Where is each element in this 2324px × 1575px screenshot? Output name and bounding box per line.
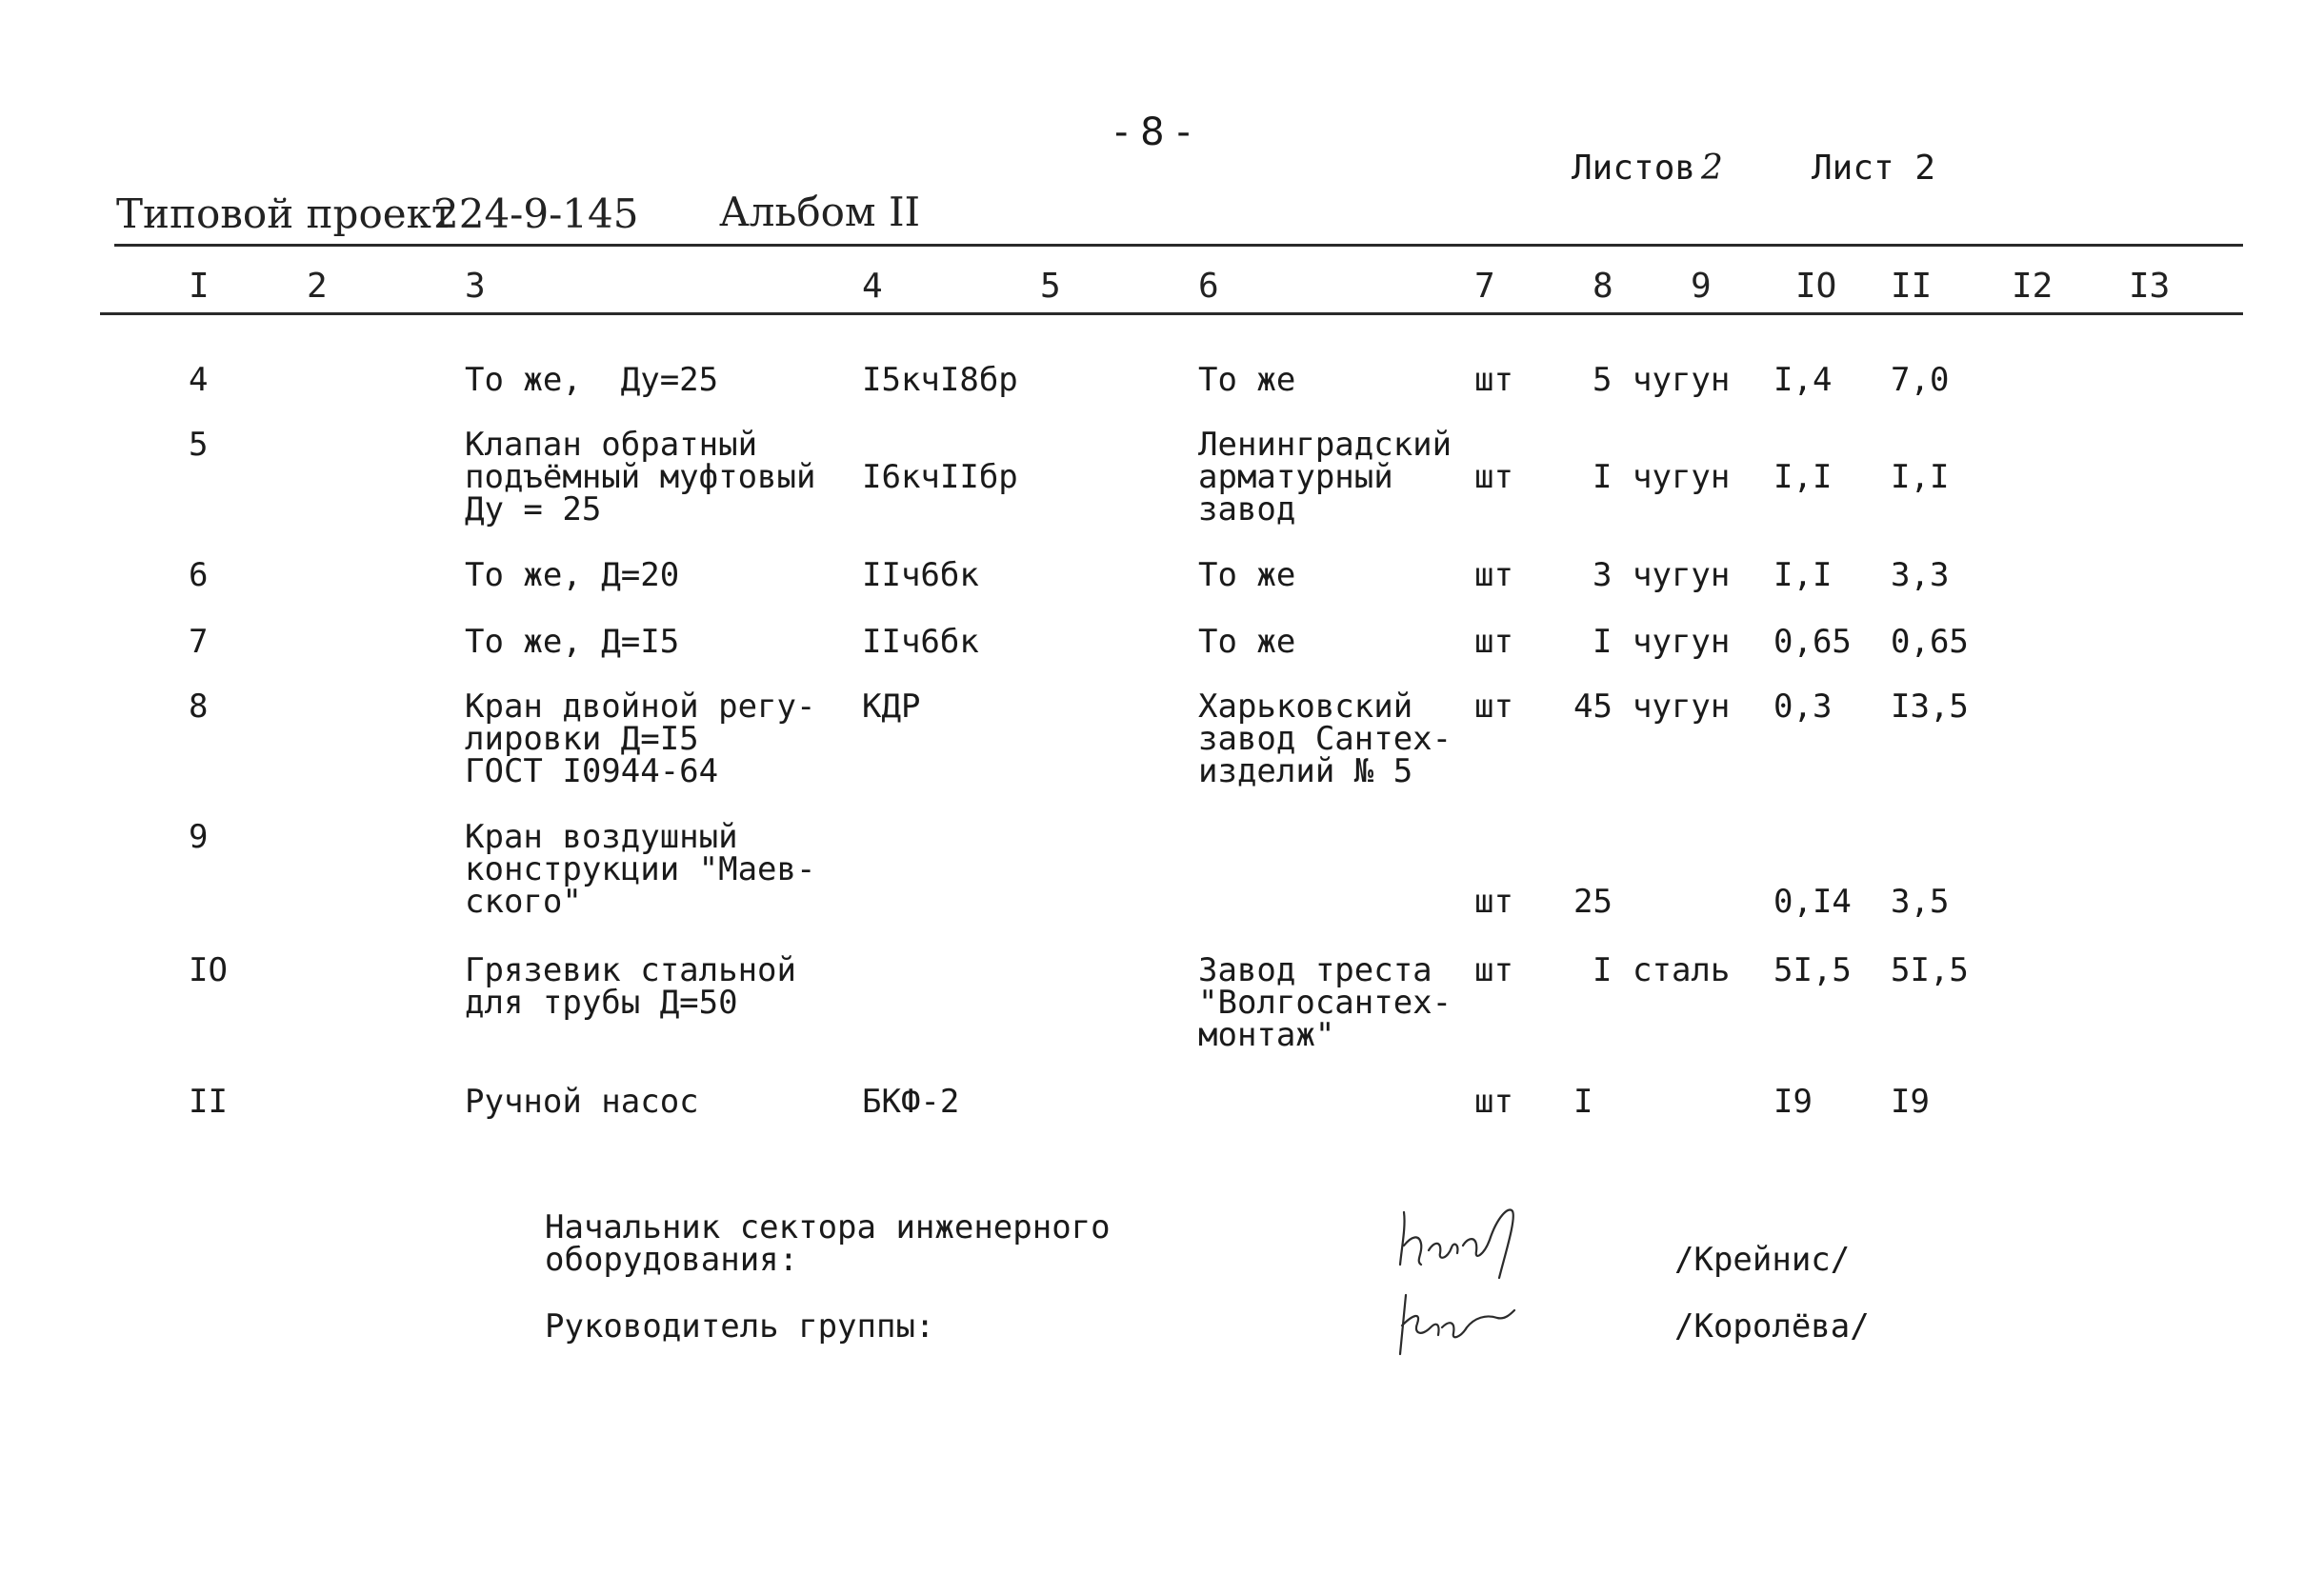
item-maker-line: "Волгосантех- <box>1198 984 1452 1022</box>
item-unit-mass: 0,3 <box>1773 688 1833 726</box>
sheets-label-text: Листов <box>1572 149 1696 188</box>
item-mark-line: БКФ-2 <box>862 1083 960 1121</box>
header-rule <box>100 312 2243 315</box>
item-maker-line: То же <box>1198 361 1296 399</box>
handwritten-signature-1 <box>1392 1198 1535 1287</box>
item-maker-line: Харьковский <box>1198 688 1413 726</box>
col-head-3: 3 <box>465 267 486 306</box>
item-name-line: Ду = 25 <box>465 490 602 528</box>
item-unit-mass: 0,65 <box>1773 623 1852 661</box>
item-name-line: Ручной насос <box>465 1083 699 1121</box>
item-unit-mass: I9 <box>1773 1083 1813 1121</box>
item-mark-line: I5кчI8бр <box>862 361 1018 399</box>
item-maker-line: завод Сантех- <box>1198 720 1452 758</box>
item-maker-line: арматурный <box>1198 458 1393 496</box>
item-total-mass: 3,5 <box>1891 883 1950 921</box>
col-head-9: 9 <box>1691 267 1712 306</box>
row-number: 7 <box>189 623 209 661</box>
top-rule <box>114 244 2243 247</box>
signature-name-1: /Крейнис/ <box>1674 1241 1851 1279</box>
item-quantity: I <box>1573 1083 1593 1121</box>
sheets-label <box>1572 149 1723 188</box>
item-maker-line: Ленинградский <box>1198 426 1452 464</box>
item-unit: шт <box>1474 1083 1513 1121</box>
item-total-mass: 7,0 <box>1891 361 1950 399</box>
item-name-line: Кран воздушный <box>465 818 738 856</box>
item-unit: шт <box>1474 883 1513 921</box>
row-number: 4 <box>189 361 209 399</box>
row-number: 6 <box>189 556 209 594</box>
signature-title-2: Руководитель группы: <box>545 1307 935 1346</box>
signature-title-1: Начальник сектора инженерного <box>545 1208 1111 1246</box>
item-unit: шт <box>1474 556 1513 594</box>
item-unit-mass: I,I <box>1773 556 1833 594</box>
item-quantity: 3 <box>1593 556 1613 594</box>
col-head-2: 2 <box>307 267 328 306</box>
item-name-line: для трубы Д=50 <box>465 984 738 1022</box>
col-head-11: II <box>1891 267 1933 306</box>
item-material: чугун <box>1633 556 1731 594</box>
project-number: 224-9-145 <box>433 190 639 237</box>
item-quantity: I <box>1593 458 1613 496</box>
item-maker-line: завод <box>1198 490 1296 528</box>
col-head-6: 6 <box>1198 267 1219 306</box>
item-maker-line: Завод треста <box>1198 951 1432 989</box>
col-head-8: 8 <box>1593 267 1613 306</box>
item-unit-mass: 5I,5 <box>1773 951 1852 989</box>
handwritten-signature-2 <box>1392 1286 1526 1366</box>
item-quantity: 45 <box>1573 688 1613 726</box>
item-total-mass: 5I,5 <box>1891 951 1969 989</box>
col-head-10: IO <box>1795 267 1837 306</box>
item-name-line: Кран двойной регу- <box>465 688 816 726</box>
item-name-line: подъёмный муфтовый <box>465 458 816 496</box>
item-material: чугун <box>1633 458 1731 496</box>
sheets-count: 2 <box>1701 149 1723 188</box>
item-mark-line: I6кчIIбр <box>862 458 1018 496</box>
item-unit: шт <box>1474 688 1513 726</box>
item-name-line: конструкции "Маев- <box>465 850 816 888</box>
item-maker-line: изделий № 5 <box>1198 752 1413 790</box>
col-head-5: 5 <box>1040 267 1061 306</box>
item-name-line: То же, Д=I5 <box>465 623 680 661</box>
item-unit: шт <box>1474 951 1513 989</box>
item-unit: шт <box>1474 623 1513 661</box>
item-name-line: ского" <box>465 883 582 921</box>
item-maker-line: То же <box>1198 623 1296 661</box>
sheet-number: 2 <box>1914 149 1936 188</box>
item-material: чугун <box>1633 688 1731 726</box>
item-quantity: 25 <box>1573 883 1613 921</box>
item-name-line: ГОСТ I0944-64 <box>465 752 719 790</box>
row-number: 8 <box>189 688 209 726</box>
item-material: чугун <box>1633 361 1731 399</box>
item-name-line: Грязевик стальной <box>465 951 796 989</box>
sheet-label-text: Лист <box>1812 149 1894 188</box>
project-label: Типовой проект <box>116 190 454 237</box>
item-name-line: лировки Д=I5 <box>465 720 699 758</box>
item-unit-mass: 0,I4 <box>1773 883 1852 921</box>
col-head-7: 7 <box>1474 267 1495 306</box>
page-number: - 8 - <box>1114 110 1191 154</box>
album-label: Альбом II <box>719 189 921 235</box>
signature-title-1-cont: оборудования: <box>545 1241 799 1279</box>
item-total-mass: I3,5 <box>1891 688 1969 726</box>
item-mark-line: IIч6бк <box>862 556 979 594</box>
item-unit-mass: I,4 <box>1773 361 1833 399</box>
row-number: IO <box>189 951 228 989</box>
item-mark-line: КДР <box>862 688 921 726</box>
row-number: II <box>189 1083 228 1121</box>
col-head-4: 4 <box>862 267 883 306</box>
item-maker-line: монтаж" <box>1198 1016 1335 1054</box>
signature-name-2: /Королёва/ <box>1674 1307 1870 1346</box>
item-mark-line: IIч6бк <box>862 623 979 661</box>
item-unit: шт <box>1474 361 1513 399</box>
item-name-line: То же, Ду=25 <box>465 361 719 399</box>
item-unit: шт <box>1474 458 1513 496</box>
row-number: 9 <box>189 818 209 856</box>
item-maker-line: То же <box>1198 556 1296 594</box>
item-quantity: I <box>1593 951 1613 989</box>
item-quantity: I <box>1593 623 1613 661</box>
item-name-line: Клапан обратный <box>465 426 758 464</box>
item-total-mass: 3,3 <box>1891 556 1950 594</box>
item-total-mass: I,I <box>1891 458 1950 496</box>
sheet-label <box>1812 149 1936 188</box>
item-material: сталь <box>1633 951 1731 989</box>
col-head-12: I2 <box>2012 267 2054 306</box>
row-number: 5 <box>189 426 209 464</box>
col-head-13: I3 <box>2129 267 2171 306</box>
item-quantity: 5 <box>1593 361 1613 399</box>
item-material: чугун <box>1633 623 1731 661</box>
item-unit-mass: I,I <box>1773 458 1833 496</box>
item-total-mass: 0,65 <box>1891 623 1969 661</box>
item-total-mass: I9 <box>1891 1083 1930 1121</box>
col-head-1: I <box>189 267 210 306</box>
item-name-line: То же, Д=20 <box>465 556 680 594</box>
